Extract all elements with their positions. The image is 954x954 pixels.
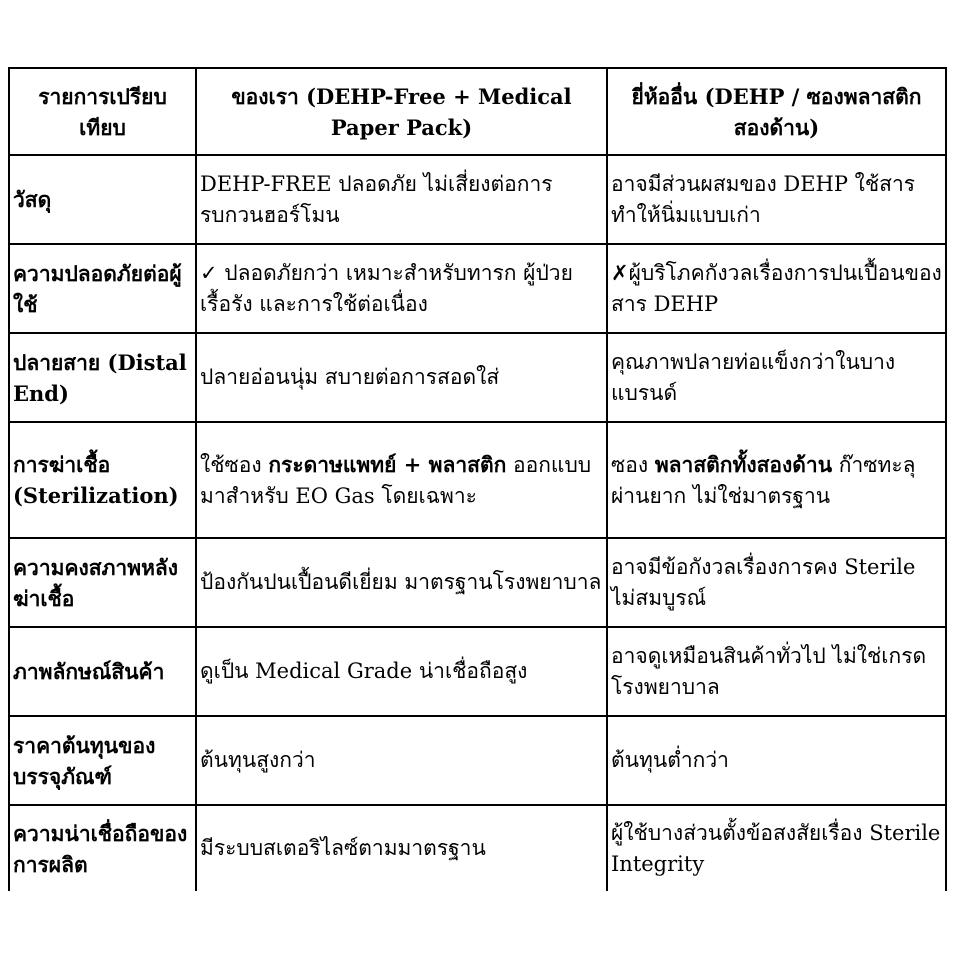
ours-cell: ป้องกันปนเปื้อนดีเยี่ยม มาตรฐานโรงพยาบาล — [196, 538, 607, 627]
ours-cell: ดูเป็น Medical Grade น่าเชื่อถือสูง — [196, 627, 607, 716]
ours-cell: ปลายอ่อนนุ่ม สบายต่อการสอดใส่ — [196, 333, 607, 422]
others-text-pre: ซอง — [611, 452, 649, 477]
table-row-packaging-cost — [9, 716, 946, 805]
others-cell: คุณภาพปลายท่อแข็งกว่าในบางแบรนด์ — [607, 333, 946, 422]
comparison-table — [8, 67, 947, 891]
row-label: ภาพลักษณ์สินค้า — [9, 627, 196, 716]
table-header — [9, 68, 946, 155]
header-ours: ของเรา (DEHP-Free + Medical Paper Pack) — [196, 68, 607, 155]
others-cell: อาจดูเหมือนสินค้าทั่วไป ไม่ใช่เกรดโรงพยาบาล — [607, 627, 946, 716]
others-cell: อาจมีข้อกังวลเรื่องการคง Sterile ไม่สมบูรณ์ — [607, 538, 946, 627]
others-text: ผู้บริโภคกังวลเรื่องการปนเปื้อนของสาร DEHP — [611, 260, 942, 316]
ours-cell: มีระบบสเตอริไลซ์ตามมาตรฐาน — [196, 805, 607, 891]
others-cell: ผู้ใช้บางส่วนตั้งข้อสงสัยเรื่อง Sterile Integrity — [607, 805, 946, 891]
check-icon: ✓ — [200, 260, 218, 285]
others-text-bold: พลาสติกทั้งสองด้าน — [654, 451, 833, 477]
table-body — [9, 155, 946, 891]
others-cell: ต้นทุนต่ำกว่า — [607, 716, 946, 805]
ours-text: ปลอดภัยกว่า เหมาะสำหรับทารก ผู้ป่วยเรื้อรัง และการใช้ต่อเนื่อง — [200, 260, 573, 316]
table-row-material — [9, 155, 946, 244]
ours-text-pre: ใช้ซอง — [200, 452, 262, 477]
ours-cell — [196, 244, 607, 333]
row-label: ราคาต้นทุนของบรรจุภัณฑ์ — [9, 716, 196, 805]
cross-icon: ✗ — [611, 260, 629, 285]
others-cell — [607, 244, 946, 333]
row-label: วัสดุ — [9, 155, 196, 244]
others-cell: อาจมีส่วนผสมของ DEHP ใช้สารทำให้นิ่มแบบเก่า — [607, 155, 946, 244]
ours-cell: DEHP-FREE ปลอดภัย ไม่เสี่ยงต่อการรบกวนฮอร์โมน — [196, 155, 607, 244]
table-row-manufacturing-reliability — [9, 805, 946, 891]
row-label: ปลายสาย (Distal End) — [9, 333, 196, 422]
row-label: การฆ่าเชื้อ (Sterilization) — [9, 422, 196, 538]
table-row-product-image — [9, 627, 946, 716]
header-others: ยี่ห้ออื่น (DEHP / ซองพลาสติกสองด้าน) — [607, 68, 946, 155]
row-label: ความน่าเชื่อถือของการผลิต — [9, 805, 196, 891]
ours-cell: ต้นทุนสูงกว่า — [196, 716, 607, 805]
ours-text-post: ออกแบบมาสำหรับ EO Gas โดยเฉพาะ — [200, 452, 592, 508]
ours-text-bold: กระดาษแพทย์ + พลาสติก — [268, 451, 507, 477]
header-row — [9, 68, 946, 155]
others-cell — [607, 422, 946, 538]
row-label: ความปลอดภัยต่อผู้ใช้ — [9, 244, 196, 333]
others-text-post: ก๊าซทะลุผ่านยาก ไม่ใช่มาตรฐาน — [611, 452, 916, 508]
table-row-sterilization — [9, 422, 946, 538]
table-row-user-safety — [9, 244, 946, 333]
row-label: ความคงสภาพหลังฆ่าเชื้อ — [9, 538, 196, 627]
table-row-post-sterilization-stability — [9, 538, 946, 627]
table-row-distal-end — [9, 333, 946, 422]
header-comparison-item: รายการเปรียบเทียบ — [9, 68, 196, 155]
ours-cell — [196, 422, 607, 538]
